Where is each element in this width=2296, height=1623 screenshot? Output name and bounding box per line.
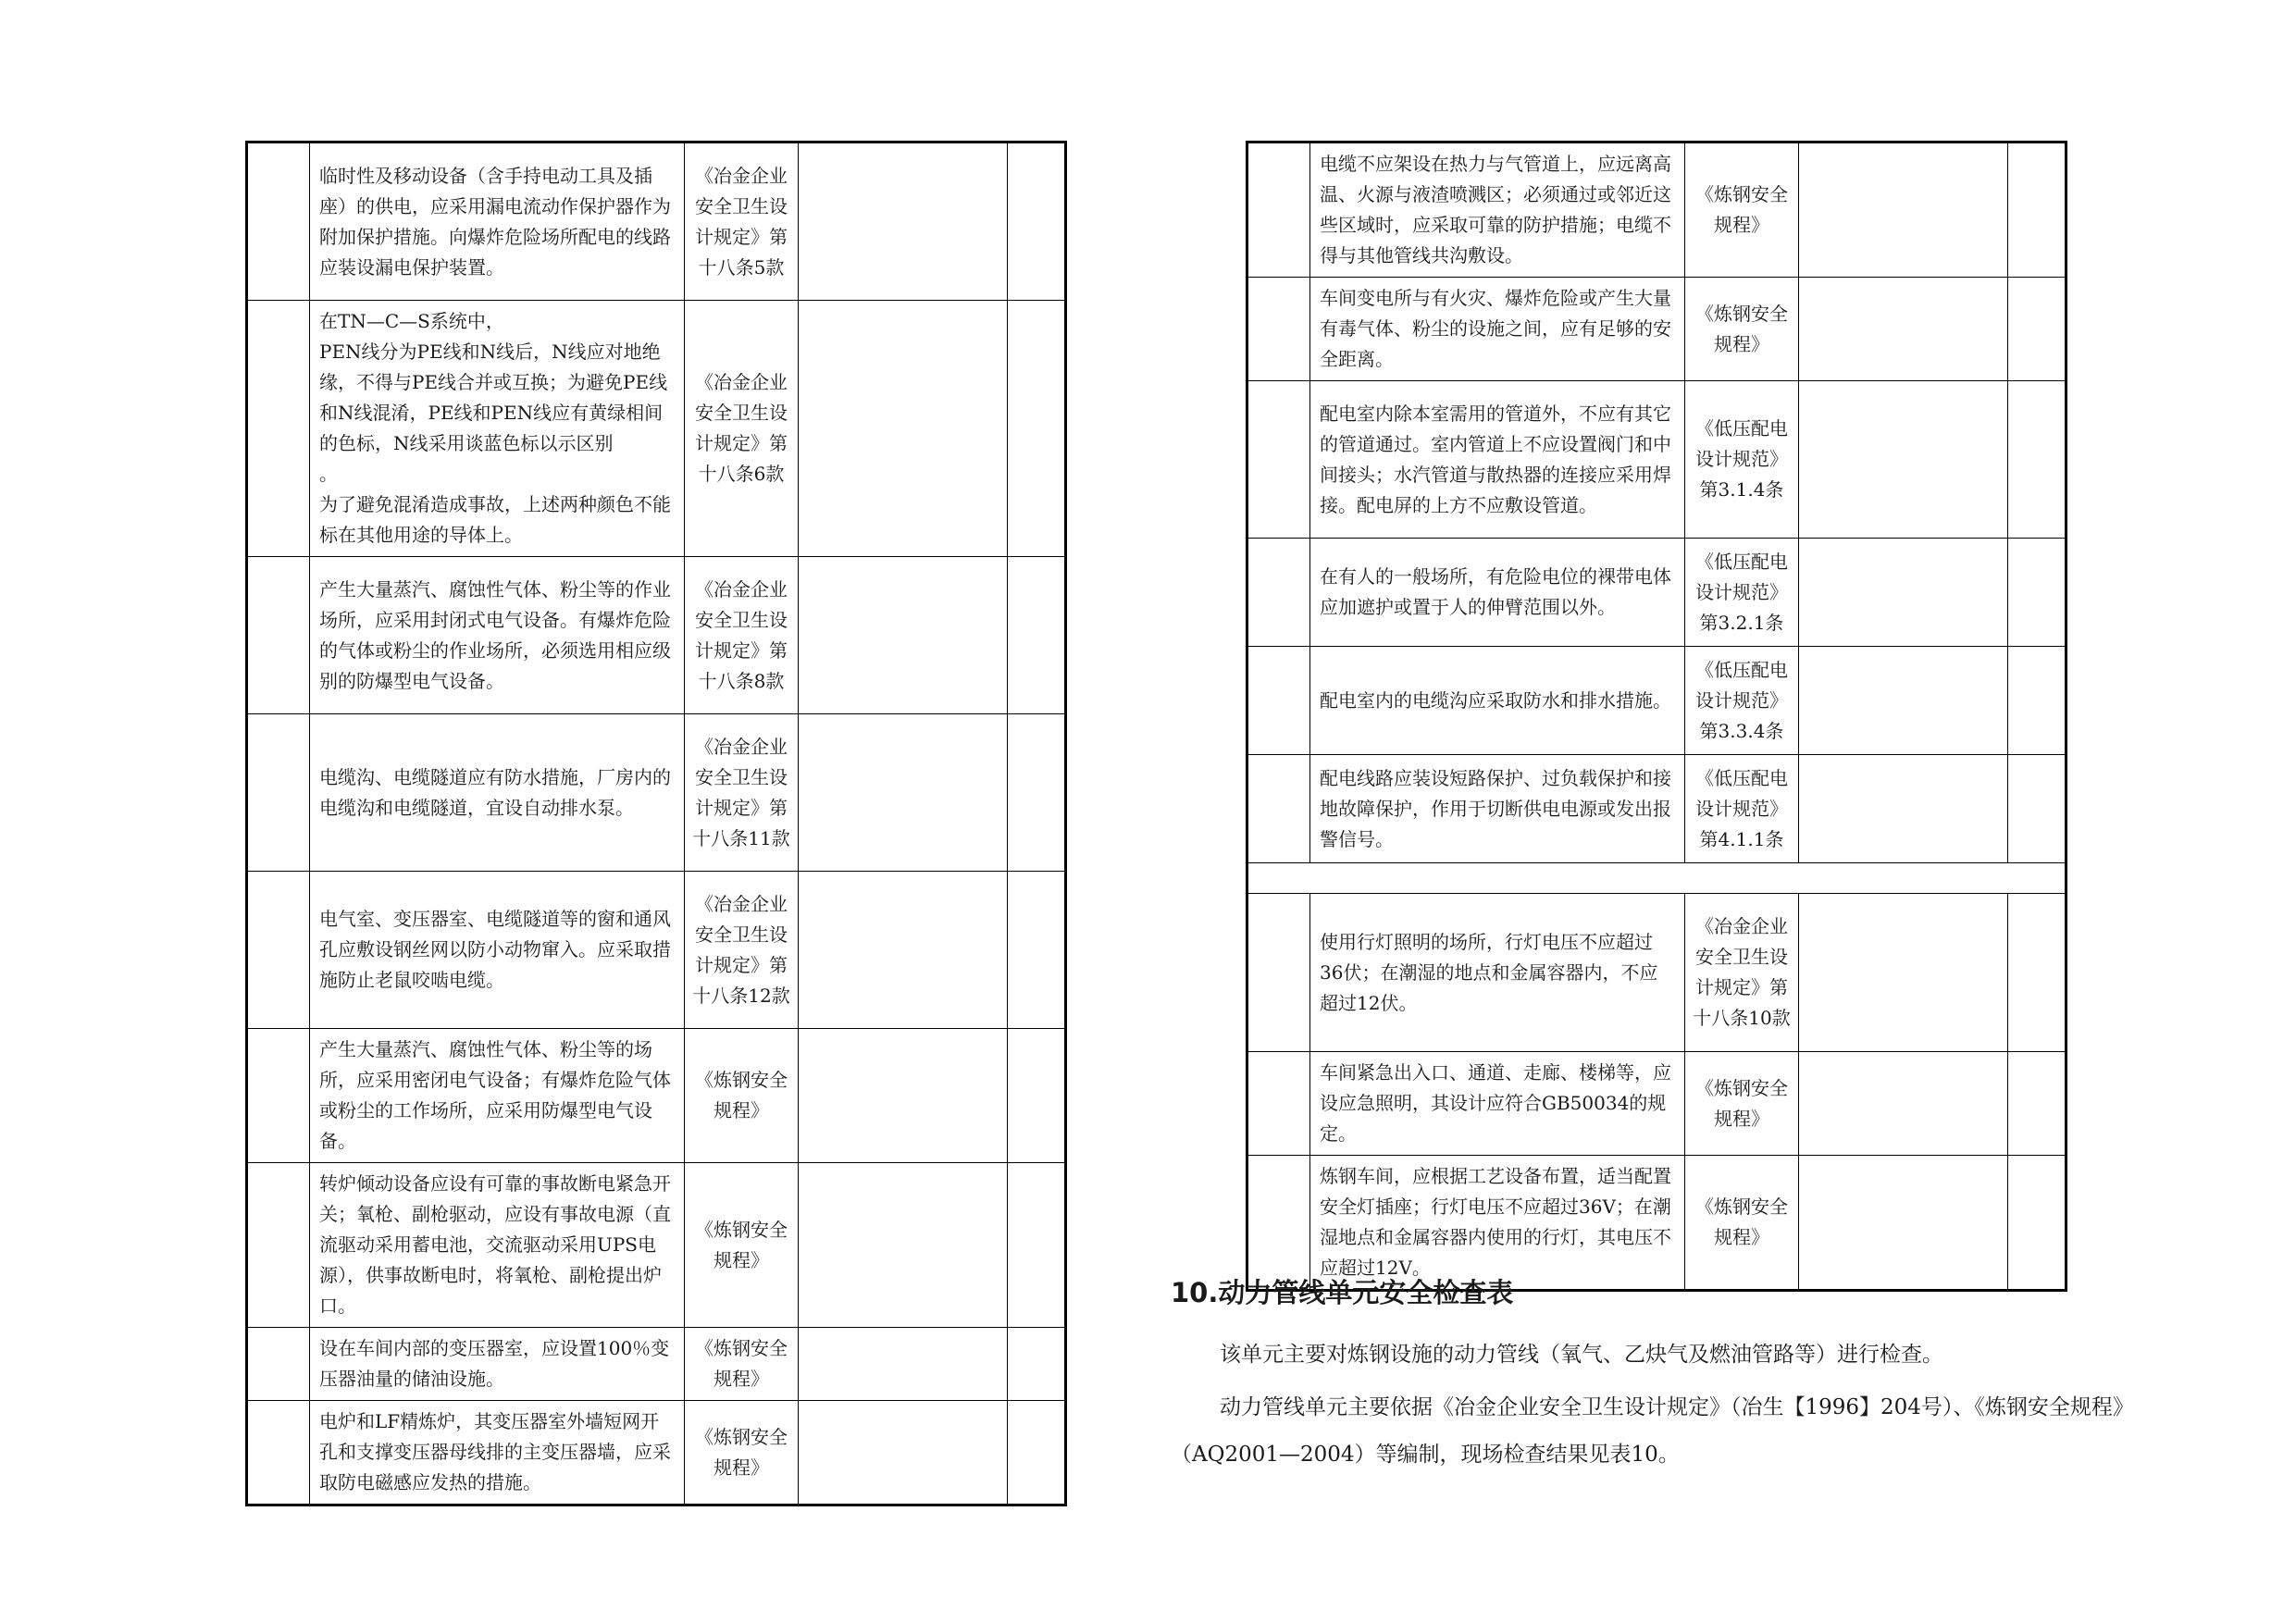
remark-cell [1008,1163,1066,1328]
reference-cell: 《低压配电设计规范》第3.2.1条 [1685,539,1799,647]
table-row [247,142,1066,301]
section-title: 10.动力管线单元安全检查表 [1171,1277,1514,1308]
table-row [1247,755,2066,863]
table-row [1247,142,2066,278]
requirement-cell: 使用行灯照明的场所，行灯电压不应超过36伏；在潮湿的地点和金属容器内，不应超过12伏。 [1310,894,1685,1052]
requirement-cell: 电炉和LF精炼炉，其变压器室外墙短网开孔和支撑变压器母线排的主变压器墙，应采取防电磁感应发热的措施。 [310,1401,685,1505]
result-cell [1799,381,2008,539]
table-row [1247,1156,2066,1291]
item-number-cell [247,1163,310,1328]
result-cell [1799,539,2008,647]
reference-cell: 《低压配电设计规范》第4.1.1条 [1685,755,1799,863]
table-row [247,1328,1066,1401]
requirement-cell: 在有人的一般场所，有危险电位的裸带电体应加遮护或置于人的伸臂范围以外。 [1310,539,1685,647]
reference-cell: 《炼钢安全规程》 [1685,142,1799,278]
requirement-cell: 配电线路应装设短路保护、过负载保护和接地故障保护，作用于切断供电电源或发出报警信号。 [1310,755,1685,863]
separator-cell [1247,863,2066,894]
reference-cell: 《冶金企业安全卫生设计规定》第十八条11款 [685,714,799,872]
reference-cell: 《低压配电设计规范》第3.3.4条 [1685,647,1799,755]
table-separator-row [1247,863,2066,894]
item-number-cell [1247,142,1310,278]
table-row [1247,894,2066,1052]
section-paragraph-1: 该单元主要对炼钢设施的动力管线（氧气、乙炔气及燃油管路等）进行检查。 [1220,1343,1943,1367]
table-row [247,714,1066,872]
requirement-cell: 在TN—C—S系统中， PEN线分为PE线和N线后，N线应对地绝缘，不得与PE线合并或互换；为避免PE线和N线混淆，PE线和PEN线应有黄绿相间的色标，N线采用谈蓝色标以示区别 。 为了避免混淆造成事故，上述两种颜色不能标在其他用途的导体上。 [310,301,685,557]
reference-cell: 《炼钢安全规程》 [685,1401,799,1505]
remark-cell [2008,142,2066,278]
table-row [247,1401,1066,1505]
result-cell [799,872,1008,1029]
requirement-cell: 转炉倾动设备应设有可靠的事故断电紧急开关；氧枪、副枪驱动，应设有事故电源（直流驱动采用蓄电池，交流驱动采用UPS电源），供事故断电时，将氧枪、副枪提出炉口。 [310,1163,685,1328]
item-number-cell [247,872,310,1029]
requirement-cell: 炼钢车间，应根据工艺设备布置，适当配置安全灯插座；行灯电压不应超过36V；在潮湿地点和金属容器内使用的行灯，其电压不应超过12V。 [1310,1156,1685,1291]
item-number-cell [1247,894,1310,1052]
reference-cell: 《炼钢安全规程》 [1685,1156,1799,1291]
requirement-cell: 设在车间内部的变压器室，应设置100％变压器油量的储油设施。 [310,1328,685,1401]
result-cell [799,301,1008,557]
remark-cell [2008,381,2066,539]
reference-cell: 《低压配电设计规范》第3.1.4条 [1685,381,1799,539]
remark-cell [2008,278,2066,381]
remark-cell [2008,755,2066,863]
table-row [1247,381,2066,539]
result-cell [1799,1052,2008,1156]
reference-cell: 《炼钢安全规程》 [685,1029,799,1163]
reference-cell: 《冶金企业安全卫生设计规定》第十八条8款 [685,557,799,714]
table-row [1247,278,2066,381]
table-row [247,1029,1066,1163]
item-number-cell [247,1029,310,1163]
result-cell [1799,142,2008,278]
remark-cell [1008,142,1066,301]
requirement-cell: 临时性及移动设备（含手持电动工具及插座）的供电，应采用漏电流动作保护器作为附加保护措施。向爆炸危险场所配电的线路应装设漏电保护装置。 [310,142,685,301]
reference-cell: 《冶金企业安全卫生设计规定》第十八条10款 [1685,894,1799,1052]
result-cell [799,142,1008,301]
table-row [1247,1052,2066,1156]
reference-cell: 《炼钢安全规程》 [1685,1052,1799,1156]
remark-cell [2008,1156,2066,1291]
requirement-cell: 产生大量蒸汽、腐蚀性气体、粉尘等的作业场所，应采用封闭式电气设备。有爆炸危险的气体或粉尘的作业场所，必须选用相应级别的防爆型电气设备。 [310,557,685,714]
result-cell [799,1029,1008,1163]
remark-cell [1008,714,1066,872]
left-checklist-table [245,141,1067,1506]
item-number-cell [1247,647,1310,755]
result-cell [1799,647,2008,755]
reference-cell: 《炼钢安全规程》 [685,1163,799,1328]
reference-cell: 《炼钢安全规程》 [685,1328,799,1401]
table-row [247,557,1066,714]
reference-cell: 《冶金企业安全卫生设计规定》第十八条5款 [685,142,799,301]
item-number-cell [1247,381,1310,539]
result-cell [1799,755,2008,863]
result-cell [799,1163,1008,1328]
item-number-cell [1247,1052,1310,1156]
remark-cell [1008,557,1066,714]
item-number-cell [247,1401,310,1505]
remark-cell [1008,301,1066,557]
result-cell [799,1401,1008,1505]
item-number-cell [247,714,310,872]
item-number-cell [1247,1156,1310,1291]
item-number-cell [1247,278,1310,381]
item-number-cell [247,557,310,714]
item-number-cell [247,142,310,301]
reference-cell: 《冶金企业安全卫生设计规定》第十八条6款 [685,301,799,557]
remark-cell [1008,1328,1066,1401]
item-number-cell [1247,539,1310,647]
requirement-cell: 车间变电所与有火灾、爆炸危险或产生大量有毒气体、粉尘的设施之间，应有足够的安全距离。 [1310,278,1685,381]
remark-cell [2008,647,2066,755]
requirement-cell: 车间紧急出入口、通道、走廊、楼梯等，应设应急照明，其设计应符合GB50034的规定。 [1310,1052,1685,1156]
requirement-cell: 电缆沟、电缆隧道应有防水措施，厂房内的电缆沟和电缆隧道，宜设自动排水泵。 [310,714,685,872]
table-row [1247,539,2066,647]
reference-cell: 《冶金企业安全卫生设计规定》第十八条12款 [685,872,799,1029]
requirement-cell: 配电室内除本室需用的管道外，不应有其它的管道通过。室内管道上不应设置阀门和中间接头；水汽管道与散热器的连接应采用焊接。配电屏的上方不应敷设管道。 [1310,381,1685,539]
right-checklist-table [1246,141,2067,1292]
result-cell [1799,1156,2008,1291]
remark-cell [1008,1029,1066,1163]
requirement-cell: 电缆不应架设在热力与气管道上，应远离高温、火源与液渣喷溅区；必须通过或邻近这些区域时，应采取可靠的防护措施；电缆不得与其他管线共沟敷设。 [1310,142,1685,278]
result-cell [799,1328,1008,1401]
result-cell [799,714,1008,872]
table-row [1247,647,2066,755]
remark-cell [1008,872,1066,1029]
table-row [247,1163,1066,1328]
section-paragraph-2: 动力管线单元主要依据《冶金企业安全卫生设计规定》（冶生【1996】204号）、《炼钢安全规程》（AQ2001—2004）等编制，现场检查结果见表10。 [1171,1395,2124,1467]
requirement-cell: 配电室内的电缆沟应采取防水和排水措施。 [1310,647,1685,755]
table-row [247,872,1066,1029]
result-cell [799,557,1008,714]
remark-cell [2008,539,2066,647]
table-row [247,301,1066,557]
requirement-cell: 产生大量蒸汽、腐蚀性气体、粉尘等的场所，应采用密闭电气设备；有爆炸危险气体或粉尘的工作场所，应采用防爆型电气设备。 [310,1029,685,1163]
remark-cell [2008,894,2066,1052]
result-cell [1799,278,2008,381]
result-cell [1799,894,2008,1052]
remark-cell [2008,1052,2066,1156]
item-number-cell [1247,755,1310,863]
item-number-cell [247,301,310,557]
remark-cell [1008,1401,1066,1505]
item-number-cell [247,1328,310,1401]
requirement-cell: 电气室、变压器室、电缆隧道等的窗和通风孔应敷设钢丝网以防小动物窜入。应采取措施防止老鼠咬啮电缆。 [310,872,685,1029]
reference-cell: 《炼钢安全规程》 [1685,278,1799,381]
